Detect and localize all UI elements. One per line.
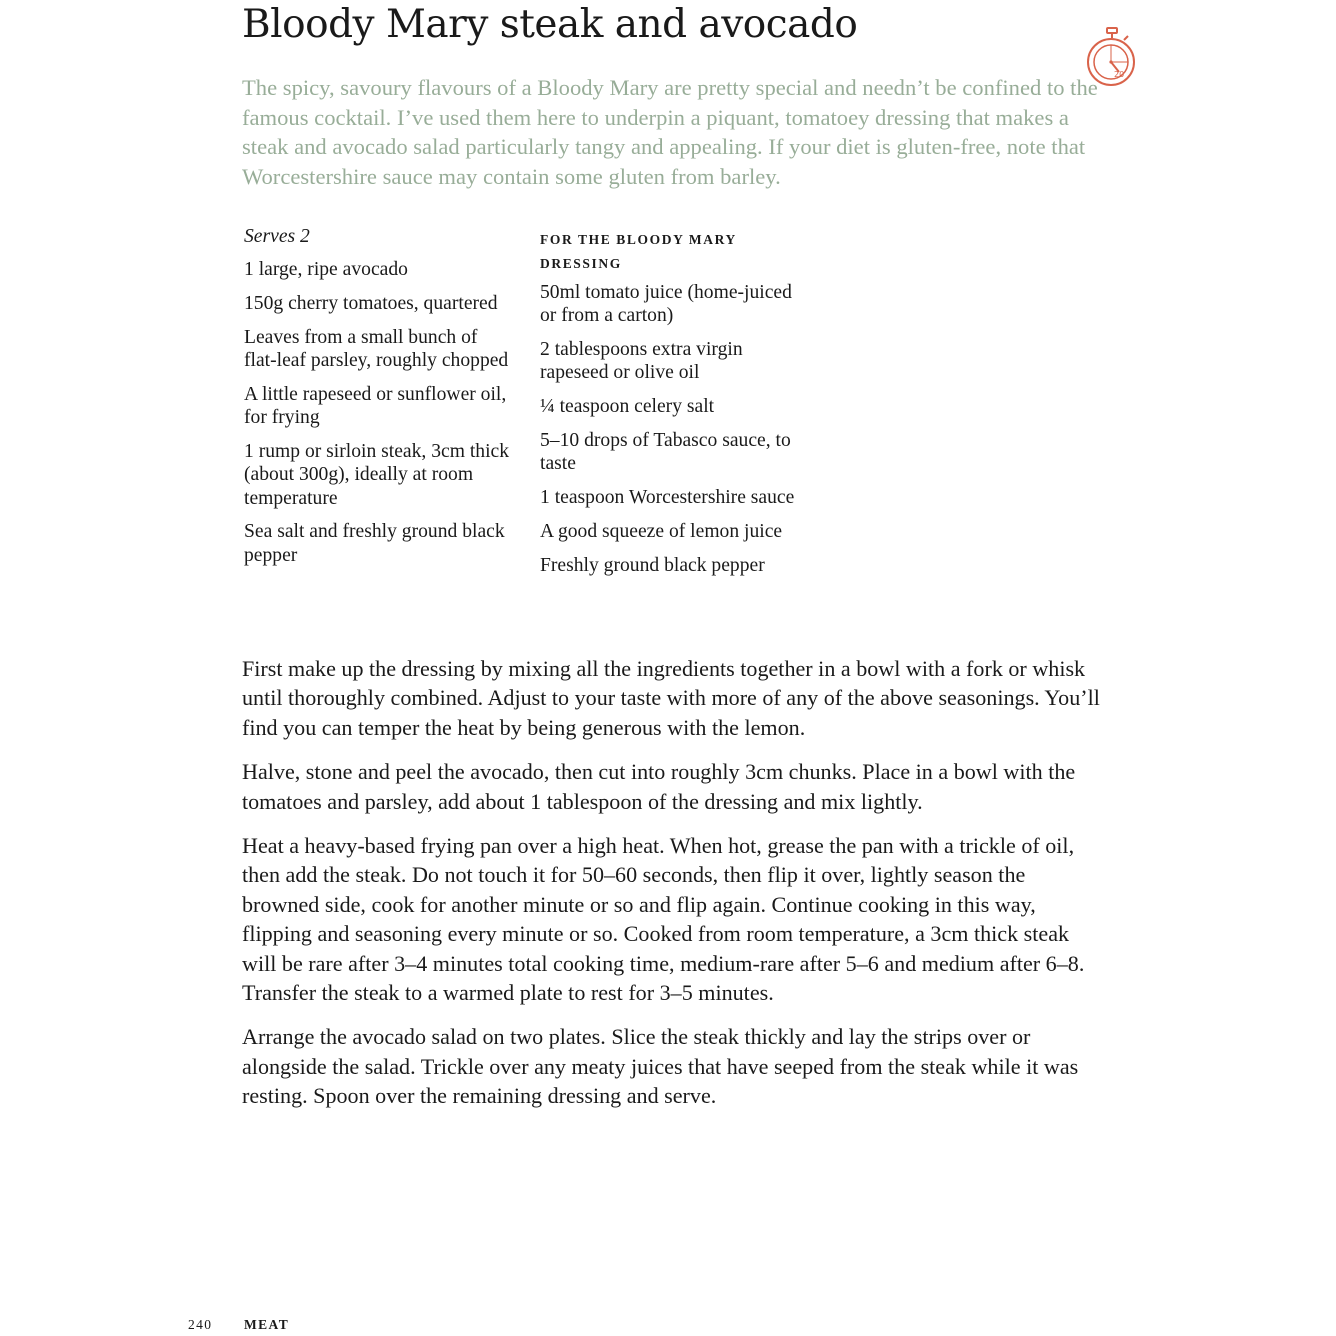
method-section <box>242 654 1102 1126</box>
serves-label: Serves 2 <box>244 226 310 247</box>
dressing-item: 50ml tomato juice (home-juiced or from a carton) <box>540 282 792 327</box>
ingredient-item: Sea salt and freshly ground black pepper <box>244 521 505 566</box>
timer-label: 20 <box>1114 70 1125 79</box>
dressing-item: 5–10 drops of Tabasco sauce, to taste <box>540 429 791 475</box>
dressing-list <box>540 228 810 587</box>
ingredient-item: 150g cherry tomatoes, quartered <box>244 293 498 315</box>
dressing-item: ¼ teaspoon celery salt <box>540 396 715 418</box>
section-name: MEAT <box>244 1317 290 1332</box>
method-step: Halve, stone and peel the avocado, then cut into roughly 3cm chunks. Place in a bowl with the tomatoes and parsley, add about 1 tablespoon of the dressing and mix lightly. <box>242 759 1076 814</box>
dressing-item: A good squeeze of lemon juice <box>540 520 783 542</box>
method-step: Arrange the avocado salad on two plates. Slice the steak thickly and lay the strips over or alongside the salad. Trickle over any meaty juices that have seeped from the steak while it was resting. Spoon over the remaining dressing and serve. <box>242 1024 1079 1109</box>
ingredient-item: Leaves from a small bunch of flat-leaf parsley, roughly chopped <box>244 326 509 372</box>
recipe-title: Bloody Mary steak and avocado <box>242 2 858 47</box>
dressing-item: 1 teaspoon Worcestershire sauce <box>540 487 795 509</box>
method-step: Heat a heavy-based frying pan over a high heat. When hot, grease the pan with a trickle of oil, then add the steak. Do not touch it for 50–60 seconds, then flip it over, lightly season the browned side, cook for another minute or so and flip again. Continue cooking in this way, flipping and seasoning every minute or so. Cooked from room temperature, a 3cm thick steak will be rare after 3–4 minutes total cooking time, medium-rare after 5–6 and medium after 6–8. Transfer the steak to a warmed plate to rest for 3–5 minutes. <box>242 833 1085 1006</box>
page-number: 240 <box>188 1317 213 1332</box>
ingredient-item: A little rapeseed or sunflower oil, for frying <box>244 383 507 429</box>
method-step: First make up the dressing by mixing all the ingredients together in a bowl with a fork or whisk until thoroughly combined. Adjust to your taste with more of any of the above seasonings. You’ll find you can temper the heat by being generous with the lemon. <box>242 656 1100 740</box>
dressing-item: Freshly ground black pepper <box>540 554 765 576</box>
recipe-intro: The spicy, savoury flavours of a Bloody Mary are pretty special and needn’t be confined to the famous cocktail. I’ve used them here to underpin a piquant, tomatoey dressing that makes a steak and avocado salad particularly tangy and appealing. If your diet is gluten-free, note that Worcestershire sauce may contain some gluten from barley. <box>242 75 1098 189</box>
ingredient-item: 1 rump or sirloin steak, 3cm thick (about 300g), ideally at room temperature <box>244 441 510 509</box>
ingredients-list <box>244 225 514 578</box>
dressing-heading: FOR THE BLOODY MARY DRESSING <box>540 232 737 271</box>
ingredient-item: 1 large, ripe avocado <box>244 259 408 281</box>
dressing-item: 2 tablespoons extra virgin rapeseed or olive oil <box>540 339 743 384</box>
